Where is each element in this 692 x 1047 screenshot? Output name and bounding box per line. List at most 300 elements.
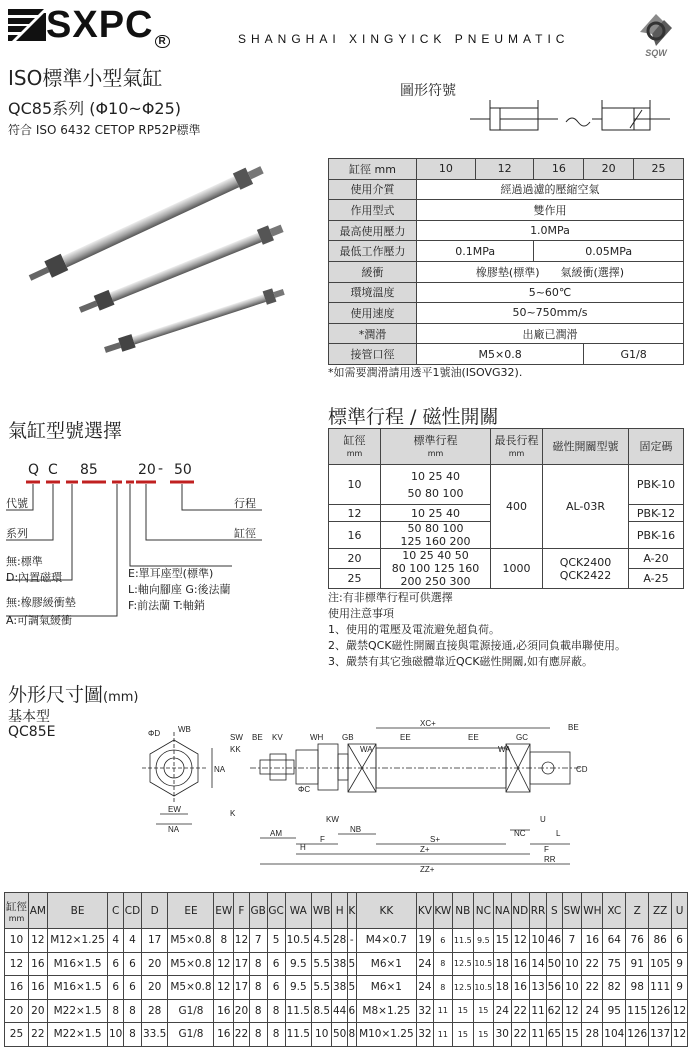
dim-header-cell: C (108, 893, 124, 929)
dim-cell: 11 (530, 1023, 547, 1047)
dim-cell: M5×0.8 (168, 976, 214, 1000)
dim-cell: M6×1 (356, 952, 417, 976)
dim-header-cell: D (141, 893, 168, 929)
dim-cell: 82 (603, 976, 626, 1000)
dim-cell: 75 (603, 952, 626, 976)
code-bore: 20 (138, 462, 156, 478)
dim-row (5, 1023, 688, 1047)
dim-cell: 20 (141, 952, 168, 976)
spec-row (329, 241, 684, 262)
dim-cell: 10 (312, 1023, 332, 1047)
dim-cell: 11 (433, 1023, 453, 1047)
label-series: 系列 (6, 527, 28, 540)
dim-cell: 10 (108, 1023, 124, 1047)
stroke-line: 10 25 40 50 (402, 549, 469, 562)
dim-cell: 50 (547, 952, 563, 976)
dim-row (5, 952, 688, 976)
dim-header-cell: EW (214, 893, 234, 929)
dim-bore-cell: 25 (5, 1023, 29, 1047)
dim-cell: 10.5 (285, 929, 312, 953)
dim-cell: 4.5 (312, 929, 332, 953)
dim-cell: 11.5 (285, 1023, 312, 1047)
stroke-bore: 16 (329, 522, 381, 549)
dim-cell: 16 (28, 952, 47, 976)
dim-header-cell: SW (562, 893, 582, 929)
dim-cell: 16 (582, 929, 603, 953)
stroke-table (328, 428, 684, 589)
dim-cell: 6 (124, 976, 142, 1000)
stroke-line: 50 80 100 (407, 522, 464, 535)
stroke-fix: A-25 (629, 569, 684, 589)
spec-value: 雙作用 (417, 200, 684, 221)
code-85: 85 (80, 462, 98, 478)
dim-cell: 24 (494, 999, 511, 1023)
dim-header-row (5, 893, 688, 929)
spec-value-part: 氣緩衝(選擇) (560, 265, 625, 279)
spec-label: 接管口徑 (329, 344, 417, 365)
dim-cell: 16 (511, 952, 529, 976)
dim-cell: 56 (547, 976, 563, 1000)
dim-label: ΦC (298, 785, 311, 794)
dim-label: Z+ (420, 845, 430, 854)
spec-header-cell: 12 (475, 159, 534, 180)
cylinder-symbol-icons (470, 100, 675, 140)
dim-cell: 5 (347, 976, 356, 1000)
dim-cell: 9.5 (285, 976, 312, 1000)
stroke-line: 125 160 200 (400, 535, 471, 548)
dim-header-cell: U (672, 893, 688, 929)
spec-label: 最低工作壓力 (329, 241, 417, 262)
stroke-line: 200 250 300 (400, 575, 471, 588)
stroke-header-std (381, 429, 491, 465)
stroke-max: 400 (491, 465, 543, 549)
dim-header-cell: BE (47, 893, 108, 929)
dim-label: GB (342, 733, 354, 742)
dim-cell: 24 (582, 999, 603, 1023)
label-mount-e: E:單耳座型(標準) (128, 567, 214, 580)
logo-text: SXPC (46, 4, 154, 46)
dim-cell: 8 (124, 999, 142, 1023)
label-code: 代號 (6, 497, 28, 510)
dim-label: H (300, 843, 306, 852)
header-text: 標準行程 (413, 433, 458, 447)
spec-row (329, 344, 684, 365)
dim-header-cell: ZZ (649, 893, 672, 929)
stroke-fix: PBK-10 (629, 465, 684, 505)
dim-label: RR (544, 855, 556, 864)
note-line: 1、使用的電壓及電流避免超負荷。 (328, 623, 500, 636)
dim-cell: 20 (234, 999, 250, 1023)
page-title: ISO標準小型氣缸 (8, 66, 163, 90)
note-line: 注:有非標準行程可供選擇 (328, 591, 453, 604)
dim-label: AM (270, 829, 282, 838)
spec-value: 5~60℃ (417, 282, 684, 303)
dim-cell: 5.5 (312, 952, 332, 976)
dim-bore-cell: 16 (5, 976, 29, 1000)
spec-label: 使用介質 (329, 179, 417, 200)
stroke-bore: 25 (329, 569, 381, 589)
dim-cell: 6 (108, 952, 124, 976)
dim-cell: 28 (582, 1023, 603, 1047)
dim-label: KK (230, 745, 241, 754)
dim-cell: 12 (672, 999, 688, 1023)
stroke-header-row (329, 429, 684, 465)
stroke-header-fix: 固定碼 (629, 429, 684, 465)
stroke-max: 1000 (491, 549, 543, 589)
dim-cell: 13 (530, 976, 547, 1000)
dim-label: K (230, 809, 236, 818)
dim-header-cell: F (234, 893, 250, 929)
dim-header-cell: NB (453, 893, 473, 929)
svg-text:-: - (158, 461, 164, 477)
dim-cell: 15 (453, 999, 473, 1023)
dim-cell: 10.5 (473, 952, 493, 976)
dim-label: KW (326, 815, 339, 824)
dim-label: F (320, 835, 325, 844)
dim-cell: 8 (124, 1023, 142, 1047)
dim-label: NA (214, 765, 226, 774)
dim-header-cell: CD (124, 893, 142, 929)
spec-value: 經過過濾的壓縮空氣 (417, 179, 684, 200)
dim-cell: M5×0.8 (168, 952, 214, 976)
dim-cell: 104 (603, 1023, 626, 1047)
spec-label: 作用型式 (329, 200, 417, 221)
product-photo (10, 150, 300, 370)
dim-cell: 6 (124, 952, 142, 976)
dim-cell: 33.5 (141, 1023, 168, 1047)
dim-cell: M4×0.7 (356, 929, 417, 953)
dim-label: WB (178, 725, 191, 734)
dim-header-cell: NC (473, 893, 493, 929)
dim-cell: 20 (28, 999, 47, 1023)
spec-header-cell: 16 (534, 159, 584, 180)
spec-row (329, 261, 684, 282)
dim-cell: 8 (108, 999, 124, 1023)
spec-header-cell: 20 (584, 159, 634, 180)
dim-cell: 91 (626, 952, 649, 976)
dim-cell: M22×1.5 (47, 999, 108, 1023)
label-mag-std: 無:標準 (6, 555, 43, 568)
stroke-switch: AL-03R (543, 465, 629, 549)
dimensions-type: 基本型 (8, 709, 50, 725)
dim-cell: 18 (494, 952, 511, 976)
label-bore: 缸徑 (234, 527, 256, 540)
dim-cell: 7 (562, 929, 582, 953)
dim-label: S+ (430, 835, 441, 844)
dim-cell: 12 (214, 952, 234, 976)
dim-bore-cell: 20 (5, 999, 29, 1023)
dim-label: BE (252, 733, 263, 742)
dim-cell: 6 (347, 999, 356, 1023)
dim-cell: 24 (417, 952, 433, 976)
spec-row (329, 323, 684, 344)
stroke-switch-line: QCK2422 (559, 568, 612, 582)
dim-cell: 32 (417, 999, 433, 1023)
dim-header-cell: WA (285, 893, 312, 929)
dim-label: CD (576, 765, 588, 774)
dim-label: NA (168, 825, 180, 834)
dim-label: XC+ (420, 719, 436, 728)
dim-cell: 15 (494, 929, 511, 953)
spec-label: 環境溫度 (329, 282, 417, 303)
dim-cell: 16 (28, 976, 47, 1000)
label-cushion-air: A:可調氣緩衝 (6, 614, 73, 627)
dim-cell: 12 (511, 929, 529, 953)
spec-value: 0.1MPa (417, 241, 534, 262)
stroke-bore: 12 (329, 505, 381, 522)
dim-cell: 9.5 (473, 929, 493, 953)
dim-cell: M22×1.5 (47, 1023, 108, 1047)
dim-cell: 17 (141, 929, 168, 953)
dim-header-cell: WB (312, 893, 332, 929)
dim-cell: 17 (234, 976, 250, 1000)
dim-cell: 50 (332, 1023, 348, 1047)
dim-cell: G1/8 (168, 1023, 214, 1047)
spec-label: 使用速度 (329, 303, 417, 324)
spec-header-cell: 25 (633, 159, 683, 180)
dim-cell: 17 (234, 952, 250, 976)
dim-cell: 10.5 (473, 976, 493, 1000)
dim-label: U (540, 815, 546, 824)
dim-cell: 15 (562, 1023, 582, 1047)
registered-mark: R (155, 35, 169, 48)
spec-table (328, 158, 684, 365)
spec-header-cell: 10 (417, 159, 476, 180)
label-mount-lg: L:軸向腳座 G:後法蘭 (128, 583, 231, 596)
code-stroke: 50 (174, 462, 192, 478)
dim-header-cell: KW (433, 893, 453, 929)
brand-logo (8, 4, 170, 47)
dim-cell: 7 (249, 929, 267, 953)
dim-cell: 8.5 (312, 999, 332, 1023)
dim-row (5, 976, 688, 1000)
dim-cell: M16×1.5 (47, 976, 108, 1000)
dim-cell: 105 (649, 952, 672, 976)
dim-cell: 16 (214, 999, 234, 1023)
dim-label: WA (498, 745, 511, 754)
dim-cell: 6 (433, 929, 453, 953)
dim-cell: 8 (249, 1023, 267, 1047)
header-unit: mm (508, 448, 525, 458)
header-text: 最長行程 (494, 433, 539, 447)
dim-header-bore: 缸徑 mm (5, 893, 29, 929)
spec-value (417, 261, 684, 282)
note-line: 3、嚴禁有其它強磁體靠近QCK磁性開關,如有應屏蔽。 (328, 655, 594, 668)
header-unit: mm (346, 448, 363, 458)
dim-cell: 22 (511, 999, 529, 1023)
stroke-fix: PBK-12 (629, 505, 684, 522)
dim-cell: 30 (494, 1023, 511, 1047)
stroke-bore: 10 (329, 465, 381, 505)
dim-cell: 115 (626, 999, 649, 1023)
dim-cell: 22 (511, 1023, 529, 1047)
label-mag-d: D:內置磁環 (6, 571, 63, 584)
dim-cell: 8 (249, 976, 267, 1000)
dim-cell: 24 (417, 976, 433, 1000)
dim-cell: G1/8 (168, 999, 214, 1023)
dim-cell: 10 (562, 952, 582, 976)
spec-row (329, 220, 684, 241)
header-text: 缸徑 (343, 433, 366, 447)
dimensions-title-unit: (mm) (103, 690, 139, 705)
dim-cell: 62 (547, 999, 563, 1023)
header-unit: mm (427, 448, 444, 458)
dim-cell: 10 (530, 929, 547, 953)
spec-row (329, 303, 684, 324)
dim-row (5, 929, 688, 953)
dim-cell: M16×1.5 (47, 952, 108, 976)
dim-header-cell: S (547, 893, 563, 929)
emblem-text: SQW (645, 48, 667, 58)
dim-cell: 28 (332, 929, 348, 953)
note-line: 使用注意事項 (328, 607, 394, 620)
stroke-section-title: 標準行程 / 磁性開關 (328, 406, 499, 428)
dim-cell: 95 (603, 999, 626, 1023)
spec-value: 0.05MPa (534, 241, 684, 262)
dim-label: EE (468, 733, 479, 742)
stroke-header-max (491, 429, 543, 465)
stroke-header-bore (329, 429, 381, 465)
dim-cell: 9.5 (285, 952, 312, 976)
spec-value: 1.0MPa (417, 220, 684, 241)
dim-cell: 5.5 (312, 976, 332, 1000)
spec-row (329, 179, 684, 200)
dim-label: NC (514, 829, 526, 838)
dim-cell: 86 (649, 929, 672, 953)
company-emblem-icon (630, 6, 682, 58)
stroke-bore: 20 (329, 549, 381, 569)
dim-cell: 8 (347, 1023, 356, 1047)
dim-cell: 11.5 (453, 929, 473, 953)
dim-cell: 6 (267, 952, 285, 976)
dim-cell: 8 (249, 952, 267, 976)
dim-cell: 137 (649, 1023, 672, 1047)
spec-value: 50~750mm/s (417, 303, 684, 324)
spec-value: M5×0.8 (417, 344, 584, 365)
dim-header-cell: AM (28, 893, 47, 929)
dim-cell: 46 (547, 929, 563, 953)
spec-label: 最高使用壓力 (329, 220, 417, 241)
dim-cell: 65 (547, 1023, 563, 1047)
dim-cell: 12 (562, 999, 582, 1023)
dim-cell: 15 (453, 1023, 473, 1047)
label-stroke: 行程 (234, 497, 256, 510)
dim-cell: M8×1.25 (356, 999, 417, 1023)
dim-label: WH (310, 733, 324, 742)
dimensions-title-text: 外形尺寸圖 (8, 684, 104, 706)
stroke-row (329, 549, 684, 569)
dim-cell: 5 (267, 929, 285, 953)
dim-label: EW (168, 805, 181, 814)
spec-value-part: 橡膠墊(標準) (475, 265, 540, 279)
dim-cell: M6×1 (356, 976, 417, 1000)
dim-header-cell: KK (356, 893, 417, 929)
stroke-notes (328, 590, 626, 670)
dim-cell: 8 (433, 952, 453, 976)
dim-cell: 22 (582, 952, 603, 976)
dim-cell: 8 (267, 999, 285, 1023)
dimensions-title (8, 680, 139, 707)
dim-cell: 76 (626, 929, 649, 953)
dim-header-cell: Z (626, 893, 649, 929)
dim-cell: M5×0.8 (168, 929, 214, 953)
dim-label: ZZ+ (420, 865, 435, 874)
dim-cell: 38 (332, 976, 348, 1000)
label-mount-ft: F:前法蘭 T:軸銷 (128, 599, 205, 612)
dim-cell: 22 (234, 1023, 250, 1047)
spec-value: 出廠已潤滑 (417, 323, 684, 344)
dimension-drawing (120, 718, 600, 874)
spec-value: G1/8 (584, 344, 684, 365)
stroke-values (381, 522, 491, 549)
dim-label: KV (272, 733, 283, 742)
stroke-fix: A-20 (629, 549, 684, 569)
dim-header-cell: RR (530, 893, 547, 929)
label-cushion-rubber: 無:橡膠緩衝墊 (6, 596, 76, 609)
dim-label: SW (230, 733, 243, 742)
dim-cell: 4 (124, 929, 142, 953)
dimensions-model: QC85E (8, 724, 56, 740)
stroke-line: 10 25 40 (411, 469, 460, 483)
dim-cell: 4 (108, 929, 124, 953)
dim-cell: 32 (417, 1023, 433, 1047)
dim-cell: 8 (433, 976, 453, 1000)
dim-cell: 22 (28, 1023, 47, 1047)
dim-cell: 6 (267, 976, 285, 1000)
dim-cell: 19 (417, 929, 433, 953)
dim-header-cell: NA (494, 893, 511, 929)
dim-cell: 12 (234, 929, 250, 953)
spec-label: *潤滑 (329, 323, 417, 344)
stroke-switch-line: QCK2400 (559, 555, 612, 569)
dim-label: GC (516, 733, 528, 742)
stroke-line: 50 80 100 (407, 486, 464, 500)
dim-cell: 8 (214, 929, 234, 953)
dim-header-cell: H (332, 893, 348, 929)
dim-header-cell: GB (249, 893, 267, 929)
dim-header-cell: XC (603, 893, 626, 929)
dim-label: EE (400, 733, 411, 742)
dim-cell: 98 (626, 976, 649, 1000)
dim-cell: 18 (494, 976, 511, 1000)
company-name: SHANGHAI XINGYICK PNEUMATIC (238, 32, 570, 46)
dim-label: F (544, 845, 549, 854)
series-title: QC85系列 (Φ10~Φ25) (8, 99, 182, 118)
dim-label: ΦD (148, 729, 161, 738)
dim-bore-cell: 10 (5, 929, 29, 953)
stroke-row (329, 465, 684, 505)
stroke-switch (543, 549, 629, 589)
stroke-values (381, 465, 491, 505)
dim-label: NB (350, 825, 362, 834)
dim-label: WA (360, 745, 373, 754)
note-line: 2、嚴禁QCK磁性開關直接與電源接通,必須同負載串聯使用。 (328, 639, 627, 652)
dim-cell: 11 (530, 999, 547, 1023)
stroke-line: 80 100 125 160 (391, 562, 480, 575)
dim-cell: 15 (473, 1023, 493, 1047)
dim-cell: 20 (141, 976, 168, 1000)
dim-cell: 6 (672, 929, 688, 953)
dim-cell: 9 (672, 952, 688, 976)
dim-cell: M12×1.25 (47, 929, 108, 953)
dim-header-cell: EE (168, 893, 214, 929)
dim-cell: 12 (214, 976, 234, 1000)
stroke-header-switch: 磁性開關型號 (543, 429, 629, 465)
dim-cell: 15 (473, 999, 493, 1023)
dim-header-cell: KV (417, 893, 433, 929)
dim-cell: 12 (28, 929, 47, 953)
dim-row (5, 999, 688, 1023)
